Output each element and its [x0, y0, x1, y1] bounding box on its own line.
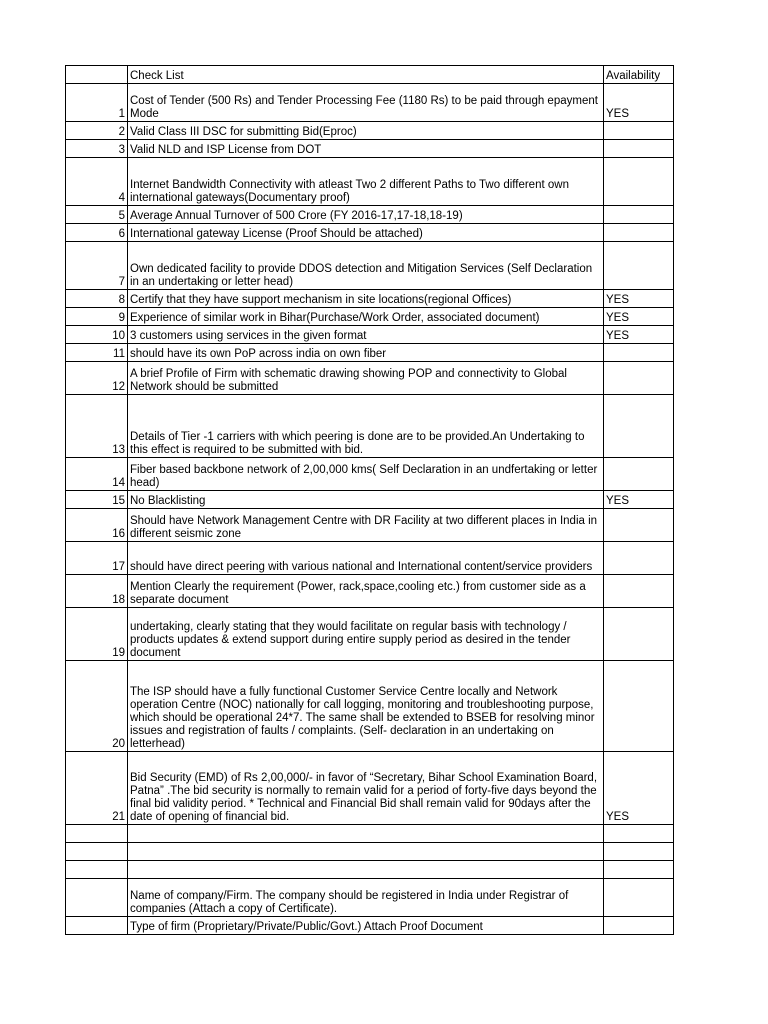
header-num-cell[interactable] — [66, 66, 128, 84]
row-number-cell[interactable]: 15 — [66, 491, 128, 509]
availability-cell[interactable] — [604, 224, 674, 242]
availability-cell[interactable] — [604, 242, 674, 290]
table-row — [66, 661, 674, 752]
row-number-cell[interactable]: 5 — [66, 206, 128, 224]
availability-cell[interactable]: YES — [604, 84, 674, 122]
row-number-cell[interactable]: 2 — [66, 122, 128, 140]
check-item-cell[interactable]: Should have Network Management Centre with DR Facility at two different places in India in different seismic zone — [128, 509, 604, 542]
check-item-cell[interactable]: Own dedicated facility to provide DDOS detection and Mitigation Services (Self Declaration in an undertaking or letter head) — [128, 242, 604, 290]
table-row — [66, 542, 674, 575]
table-row — [66, 608, 674, 661]
row-number-cell[interactable] — [66, 825, 128, 843]
availability-cell[interactable] — [604, 575, 674, 608]
row-number-cell[interactable]: 16 — [66, 509, 128, 542]
table-row — [66, 326, 674, 344]
check-item-cell[interactable] — [128, 825, 604, 843]
table-row — [66, 917, 674, 935]
availability-cell[interactable] — [604, 879, 674, 917]
table-row — [66, 224, 674, 242]
check-item-cell[interactable]: International gateway License (Proof Should be attached) — [128, 224, 604, 242]
check-item-cell[interactable] — [128, 843, 604, 861]
availability-cell[interactable] — [604, 917, 674, 935]
table-row — [66, 84, 674, 122]
row-number-cell[interactable] — [66, 843, 128, 861]
check-item-cell[interactable] — [128, 861, 604, 879]
check-item-cell[interactable]: Certify that they have support mechanism in site locations(regional Offices) — [128, 290, 604, 308]
row-number-cell[interactable]: 4 — [66, 158, 128, 206]
table-row — [66, 290, 674, 308]
checklist-table — [65, 65, 674, 935]
row-number-cell[interactable]: 10 — [66, 326, 128, 344]
row-number-cell[interactable]: 7 — [66, 242, 128, 290]
table-row — [66, 242, 674, 290]
table-row — [66, 825, 674, 843]
row-number-cell[interactable]: 6 — [66, 224, 128, 242]
availability-cell[interactable] — [604, 458, 674, 491]
table-row — [66, 752, 674, 825]
check-item-cell[interactable]: No Blacklisting — [128, 491, 604, 509]
row-number-cell[interactable]: 20 — [66, 661, 128, 752]
table-row — [66, 158, 674, 206]
header-row — [66, 66, 674, 84]
row-number-cell[interactable]: 21 — [66, 752, 128, 825]
check-item-cell[interactable]: Experience of similar work in Bihar(Purchase/Work Order, associated document) — [128, 308, 604, 326]
availability-cell[interactable] — [604, 661, 674, 752]
check-item-cell[interactable]: Fiber based backbone network of 2,00,000 kms( Self Declaration in an undfertaking or letter head) — [128, 458, 604, 491]
availability-cell[interactable] — [604, 861, 674, 879]
row-number-cell[interactable]: 8 — [66, 290, 128, 308]
table-row — [66, 491, 674, 509]
checklist-table-body — [66, 66, 674, 935]
availability-cell[interactable] — [604, 395, 674, 458]
check-item-cell[interactable]: The ISP should have a fully functional Customer Service Centre locally and Network operation Centre (NOC) nationally for call logging, monitoring and troubleshooting purpose, which should be operational 24*7. The same shall be extended to BSEB for resolving minor issues and registration of faults / complaints. (Self- declaration in an undertaking on letterhead) — [128, 661, 604, 752]
check-item-cell[interactable]: should have its own PoP across india on own fiber — [128, 344, 604, 362]
check-item-cell[interactable]: A brief Profile of Firm with schematic drawing showing POP and connectivity to Global Network should be submitted — [128, 362, 604, 395]
check-item-cell[interactable]: undertaking, clearly stating that they would facilitate on regular basis with technology / products updates & extend support during entire supply period as desired in the tender document — [128, 608, 604, 661]
check-item-cell[interactable]: Cost of Tender (500 Rs) and Tender Processing Fee (1180 Rs) to be paid through epayment Mode — [128, 84, 604, 122]
row-number-cell[interactable]: 14 — [66, 458, 128, 491]
check-item-cell[interactable]: Name of company/Firm. The company should be registered in India under Registrar of companies (Attach a copy of Certificate). — [128, 879, 604, 917]
row-number-cell[interactable] — [66, 879, 128, 917]
table-row — [66, 140, 674, 158]
row-number-cell[interactable]: 9 — [66, 308, 128, 326]
row-number-cell[interactable]: 3 — [66, 140, 128, 158]
availability-cell[interactable] — [604, 825, 674, 843]
row-number-cell[interactable]: 13 — [66, 395, 128, 458]
availability-cell[interactable] — [604, 206, 674, 224]
row-number-cell[interactable]: 18 — [66, 575, 128, 608]
availability-cell[interactable]: YES — [604, 308, 674, 326]
table-row — [66, 509, 674, 542]
availability-cell[interactable]: YES — [604, 326, 674, 344]
availability-cell[interactable] — [604, 608, 674, 661]
table-row — [66, 879, 674, 917]
check-item-cell[interactable]: should have direct peering with various national and International content/service providers — [128, 542, 604, 575]
row-number-cell[interactable]: 17 — [66, 542, 128, 575]
check-item-cell[interactable]: Valid NLD and ISP License from DOT — [128, 140, 604, 158]
check-item-cell[interactable]: Bid Security (EMD) of Rs 2,00,000/- in favor of “Secretary, Bihar School Examination Board, Patna” .The bid security is normally to remain valid for a period of forty-five days beyond the final bid validity period. * Technical and Financial Bid shall remain valid for 90days after the date of opening of financial bid. — [128, 752, 604, 825]
table-row — [66, 575, 674, 608]
table-row — [66, 344, 674, 362]
check-item-cell[interactable]: Details of Tier -1 carriers with which peering is done are to be provided.An Undertaking to this effect is required to be submitted with bid. — [128, 395, 604, 458]
row-number-cell[interactable]: 11 — [66, 344, 128, 362]
check-item-cell[interactable]: Type of firm (Proprietary/Private/Public/Govt.) Attach Proof Document — [128, 917, 604, 935]
availability-cell[interactable] — [604, 509, 674, 542]
availability-cell[interactable] — [604, 843, 674, 861]
check-item-cell[interactable]: 3 customers using services in the given format — [128, 326, 604, 344]
availability-cell[interactable] — [604, 542, 674, 575]
table-row — [66, 861, 674, 879]
availability-cell[interactable]: YES — [604, 491, 674, 509]
availability-cell[interactable]: YES — [604, 290, 674, 308]
availability-cell[interactable] — [604, 362, 674, 395]
row-number-cell[interactable]: 12 — [66, 362, 128, 395]
table-row — [66, 843, 674, 861]
availability-cell[interactable] — [604, 158, 674, 206]
table-row — [66, 395, 674, 458]
header-check-list-cell[interactable]: Check List — [128, 66, 604, 84]
table-row — [66, 458, 674, 491]
header-availability-cell[interactable]: Availability — [604, 66, 674, 84]
availability-cell[interactable]: YES — [604, 752, 674, 825]
check-item-cell[interactable]: Internet Bandwidth Connectivity with atleast Two 2 different Paths to Two different own international gateways(Documentary proof) — [128, 158, 604, 206]
availability-cell[interactable] — [604, 140, 674, 158]
row-number-cell[interactable]: 19 — [66, 608, 128, 661]
table-row — [66, 206, 674, 224]
table-row — [66, 308, 674, 326]
table-row — [66, 362, 674, 395]
check-item-cell[interactable]: Average Annual Turnover of 500 Crore (FY 2016-17,17-18,18-19) — [128, 206, 604, 224]
check-item-cell[interactable]: Valid Class III DSC for submitting Bid(Eproc) — [128, 122, 604, 140]
row-number-cell[interactable] — [66, 917, 128, 935]
availability-cell[interactable] — [604, 122, 674, 140]
availability-cell[interactable] — [604, 344, 674, 362]
row-number-cell[interactable] — [66, 861, 128, 879]
check-item-cell[interactable]: Mention Clearly the requirement (Power, rack,space,cooling etc.) from customer side as a separate document — [128, 575, 604, 608]
table-row — [66, 122, 674, 140]
row-number-cell[interactable]: 1 — [66, 84, 128, 122]
